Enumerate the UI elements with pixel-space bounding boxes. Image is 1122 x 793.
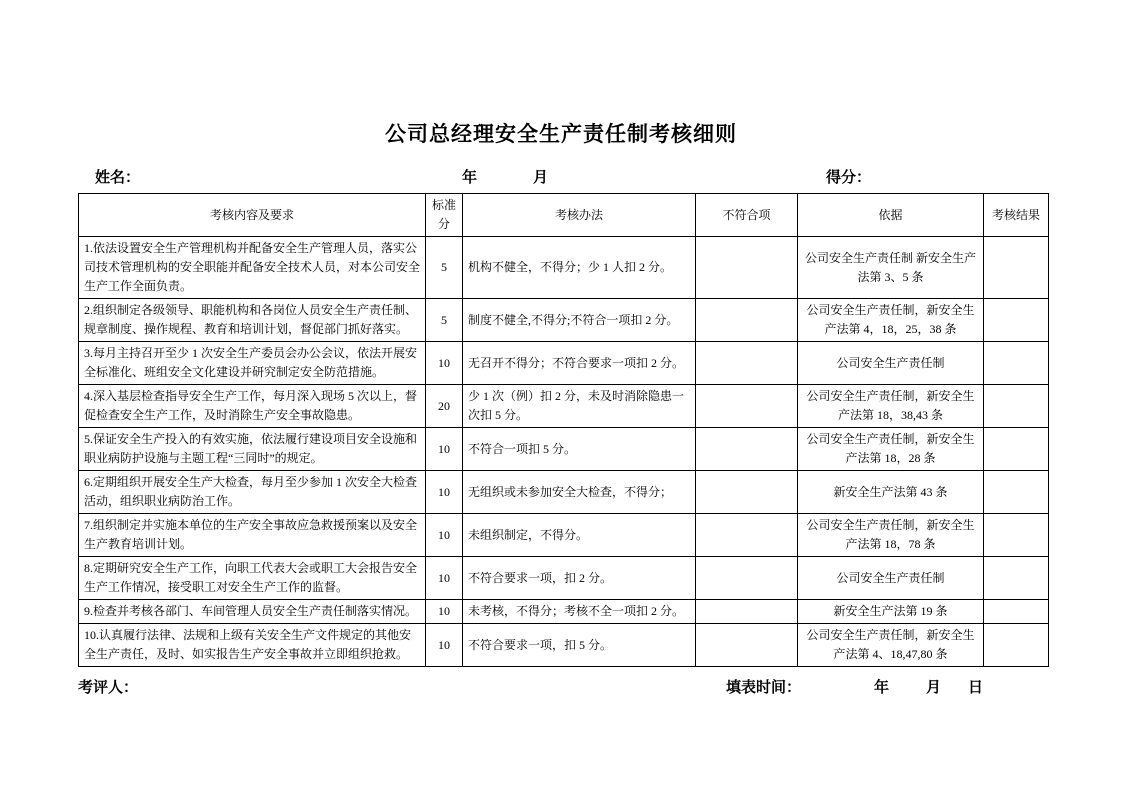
cell-content: 4.深入基层检查指导安全生产工作，每月深入现场 5 次以上，督促检查安全生产工作，及时消除生产安全事故隐患。 [79,385,426,428]
table-row [79,471,1049,514]
col-header-basis: 依据 [798,194,984,237]
footer-line [0,676,1122,700]
cell-content: 5.保证安全生产投入的有效实施，依法履行建设项目安全设施和职业病防护设施与主题工程“三同时”的规定。 [79,428,426,471]
table-row [79,342,1049,385]
cell-standard-score: 10 [426,471,463,514]
cell-nonconformance [696,600,798,624]
cell-result [984,385,1049,428]
year-label: 年 [462,170,478,186]
col-header-result: 考核结果 [984,194,1049,237]
footer-month-label: 月 [926,680,942,696]
cell-method: 不符合要求一项，扣 5 分。 [463,624,696,667]
cell-basis: 公司安全生产责任制 [798,342,984,385]
cell-result [984,624,1049,667]
cell-standard-score: 10 [426,557,463,600]
cell-basis: 公司安全生产责任制，新安全生产法第 4，18，25，38 条 [798,299,984,342]
page-title: 公司总经理安全生产责任制考核细则 [385,122,737,146]
col-header-content: 考核内容及要求 [79,194,426,237]
cell-standard-score: 10 [426,600,463,624]
table-row [79,557,1049,600]
cell-standard-score: 10 [426,342,463,385]
table-row [79,600,1049,624]
cell-result [984,237,1049,299]
cell-basis: 公司安全生产责任制，新安全生产法第 4、18,47,80 条 [798,624,984,667]
cell-method: 未组织制定，不得分。 [463,514,696,557]
cell-basis: 公司安全生产责任制 [798,557,984,600]
table-row [79,514,1049,557]
table-row [79,299,1049,342]
cell-standard-score: 5 [426,299,463,342]
cell-method: 少 1 次（例）扣 2 分，未及时消除隐患一次扣 5 分。 [463,385,696,428]
month-label: 月 [533,170,549,186]
table-header [79,194,1049,237]
cell-method: 未考核，不得分；考核不全一项扣 2 分。 [463,600,696,624]
cell-standard-score: 5 [426,237,463,299]
cell-content: 10.认真履行法律、法规和上级有关安全生产文件规定的其他安全生产责任，及时、如实报告生产安全事故并立即组织抢救。 [79,624,426,667]
score-label: 得分： [826,170,872,186]
col-header-standard-score: 标准分 [426,194,463,237]
cell-standard-score: 10 [426,624,463,667]
cell-result [984,557,1049,600]
header-row [79,194,1049,237]
table-row [79,428,1049,471]
col-header-method: 考核办法 [463,194,696,237]
cell-content: 8.定期研究安全生产工作，向职工代表大会或职工大会报告安全生产工作情况，接受职工对安全生产工作的监督。 [79,557,426,600]
cell-basis: 新安全生产法第 43 条 [798,471,984,514]
cell-content: 2.组织制定各级领导、职能机构和各岗位人员安全生产责任制、规章制度、操作规程、教育和培训计划，督促部门抓好落实。 [79,299,426,342]
cell-content: 1.依法设置安全生产管理机构并配备安全生产管理人员，落实公司技术管理机构的安全职能并配备安全技术人员，对本公司安全生产工作全面负责。 [79,237,426,299]
cell-basis: 新安全生产法第 19 条 [798,600,984,624]
col-header-nonconformance: 不符合项 [696,194,798,237]
table-row [79,624,1049,667]
cell-nonconformance [696,471,798,514]
cell-result [984,342,1049,385]
cell-standard-score: 20 [426,385,463,428]
cell-standard-score: 10 [426,514,463,557]
cell-nonconformance [696,514,798,557]
cell-content: 7.组织制定并实施本单位的生产安全事故应急救援预案以及安全生产教育培训计划。 [79,514,426,557]
cell-method: 无组织或未参加安全大检查，不得分； [463,471,696,514]
cell-nonconformance [696,624,798,667]
cell-nonconformance [696,342,798,385]
cell-result [984,428,1049,471]
cell-nonconformance [696,428,798,471]
cell-method: 制度不健全,不得分;不符合一项扣 2 分。 [463,299,696,342]
cell-content: 3.每月主持召开至少 1 次安全生产委员会办公会议，依法开展安全标准化、班组安全文化建设并研究制定安全防范措施。 [79,342,426,385]
cell-result [984,299,1049,342]
cell-nonconformance [696,385,798,428]
cell-method: 机构不健全，不得分；少 1 人扣 2 分。 [463,237,696,299]
name-label: 姓名： [95,170,141,186]
cell-result [984,600,1049,624]
cell-content: 6.定期组织开展安全生产大检查，每月至少参加 1 次安全大检查活动，组织职业病防治工作。 [79,471,426,514]
assessment-table [78,193,1049,667]
footer-year-label: 年 [874,680,890,696]
cell-content: 9.检查并考核各部门、车间管理人员安全生产责任制落实情况。 [79,600,426,624]
cell-basis: 公司安全生产责任制 新安全生产法第 3、5 条 [798,237,984,299]
fill-time-label: 填表时间： [726,680,802,696]
cell-nonconformance [696,557,798,600]
assessor-label: 考评人： [78,680,139,696]
table-row [79,385,1049,428]
table-body [79,237,1049,667]
footer-day-label: 日 [968,680,984,696]
cell-method: 不符合要求一项，扣 2 分。 [463,557,696,600]
cell-nonconformance [696,237,798,299]
table-row [79,237,1049,299]
cell-standard-score: 10 [426,428,463,471]
cell-basis: 公司安全生产责任制，新安全生产法第 18，38,43 条 [798,385,984,428]
cell-nonconformance [696,299,798,342]
cell-method: 无召开不得分；不符合要求一项扣 2 分。 [463,342,696,385]
cell-result [984,471,1049,514]
cell-basis: 公司安全生产责任制，新安全生产法第 18，28 条 [798,428,984,471]
cell-result [984,514,1049,557]
cell-method: 不符合一项扣 5 分。 [463,428,696,471]
info-line [0,166,1122,190]
cell-basis: 公司安全生产责任制，新安全生产法第 18，78 条 [798,514,984,557]
